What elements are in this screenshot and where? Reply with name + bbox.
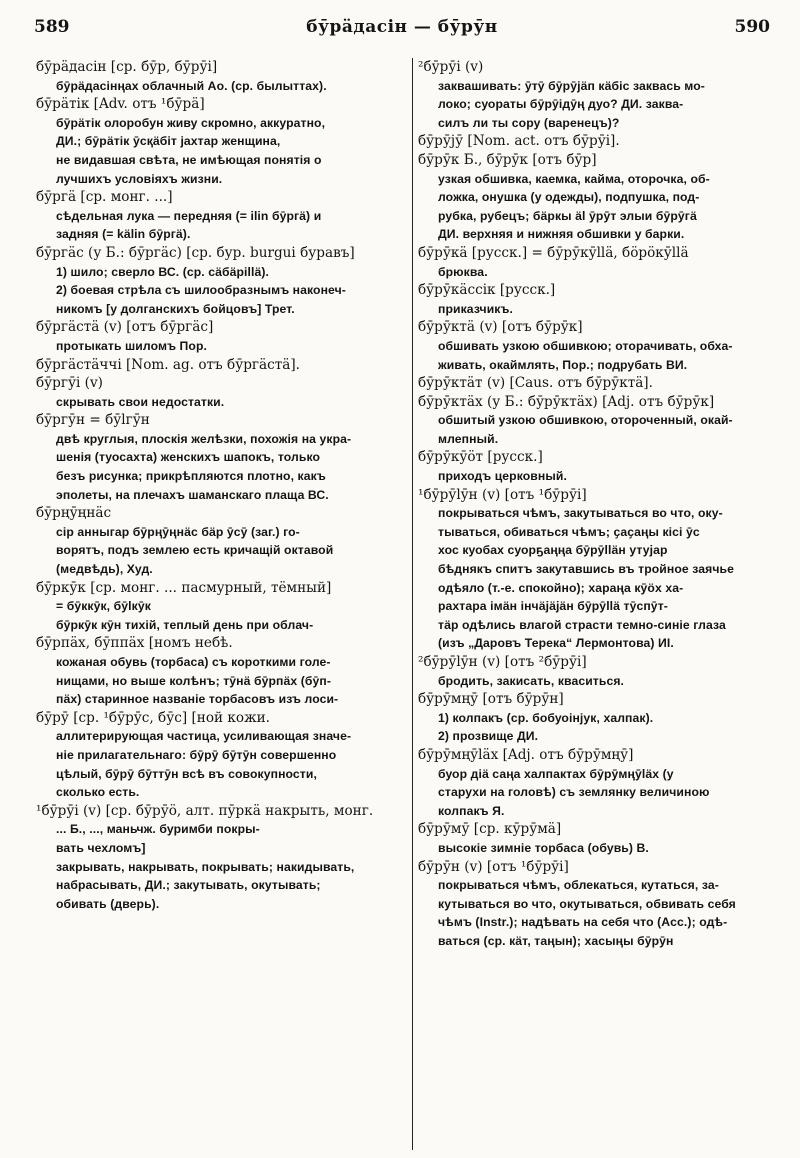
entry-definition-line: задняя (= kälin бӯргӓ). [56, 227, 191, 242]
entry-definition-line: сір анныгар бӯрңӯңнӓс бӓр ӯсӯ (заг.) го- [56, 524, 300, 539]
entry-definition-line: безъ рисунка; прикрѣпляются плотно, какъ [56, 469, 326, 484]
right-page-number: 590 [734, 17, 770, 37]
entry-headword: бӯрӯмңӯlӓх [Adj. отъ бӯрӯмңӯ] [418, 746, 634, 763]
entry-definition-line: кожаная обувь (торбаса) съ короткими голе- [56, 655, 331, 669]
entry-headword: ¹бӯрӯlӯн (v) [отъ ¹бӯрӯі] [418, 486, 587, 503]
entry-definition-line: 1) шило; сверло ВС. (ср. сӓбӓріllӓ). [56, 264, 270, 279]
entry-definition-line: живать, окаймлять, Пор.; подрубать ВИ. [438, 357, 688, 372]
dictionary-entry [36, 411, 406, 504]
entry-definition-line: силъ ли ты сору (варенецъ)? [438, 115, 620, 130]
entry-definition-line: бродить, закисать, кваситься. [438, 673, 625, 688]
entry-headword: бӯргӯн = бӯlгӯн [36, 412, 150, 429]
entry-definition-line: (медвѣдь), Худ. [56, 562, 153, 577]
dictionary-entry [418, 151, 782, 244]
entry-definition-line: покрываться чѣмъ, закутываться во что, оку- [438, 506, 723, 521]
entry-headword: бӯрӓтік [Adv. отъ ¹бӯрӓ] [36, 96, 205, 113]
dictionary-entry [418, 690, 782, 746]
entry-definition-line: 2) прозвище ДИ. [438, 729, 539, 744]
right-column [418, 58, 782, 1150]
entry-definition-line: нищами, но выше колѣнъ; тӯнӓ бӯрпӓх (бӯп- [56, 673, 332, 688]
entry-headword: бӯрӯкӯӧт [русск.] [418, 449, 543, 466]
dictionary-entry [36, 802, 406, 914]
entry-definition-line: ваться (ср. кӓт, таңын); хасыңы бӯрӯн [438, 933, 674, 948]
entry-definition-line: 2) боевая стрѣла съ шилообразнымъ наконеч- [56, 283, 346, 298]
entry-definition-line: никомъ [у долганскихъ бойцовъ] Трет. [56, 301, 295, 316]
entry-headword: бӯрӯкӓссік [русск.] [418, 282, 556, 299]
entry-definition-line: ніе прилагательнаго: бӯрӯ бӯтӯн совершенно [56, 747, 337, 762]
dictionary-entry [418, 244, 782, 281]
entry-definition-line: обивать (дверь). [56, 896, 160, 911]
entry-definition-line: рубка, рубецъ; бӓркы ӓl ӯрӯт элыи бӯрӯгӓ [438, 208, 697, 223]
dictionary-entry [418, 281, 782, 318]
entry-headword: бӯргӓс (у Б.: бӯргӓс) [ср. бур. burgui буравъ] [36, 244, 355, 261]
entry-definition-line: лучшихъ условіяхъ жизни. [56, 171, 223, 186]
entry-definition-line: старухи на головѣ) съ землянку величиною [438, 785, 710, 800]
entry-definition-line: сколько есть. [56, 785, 140, 800]
entry-definition-line: набрасывать, ДИ.; закутывать, окутывать; [56, 878, 321, 893]
entry-definition-line: не видавшая свѣта, не имѣющая понятія о [56, 152, 322, 167]
dictionary-entry [36, 356, 406, 375]
dictionary-entry [418, 448, 782, 485]
entry-definition-line: заквашивать: ӯтӯ бӯрӯјӓп кӓбіс заквась мо- [438, 78, 705, 93]
entry-definition-line: чѣмъ (Instr.); надѣвать на себя что (Acc.); одѣ- [438, 915, 728, 930]
entry-definition-line: локо; суораты бӯрӯідӯң дуо? ДИ. заква- [438, 97, 684, 112]
dictionary-entry [418, 318, 782, 374]
entry-headword: бӯрӯјӯ [Nom. act. отъ бӯрӯі]. [418, 133, 620, 150]
entry-definition-line: ворятъ, подъ землею есть кричащій октавой [56, 543, 334, 558]
entry-definition-line: протыкать шиломъ Пор. [56, 338, 207, 353]
left-page-number: 589 [34, 17, 70, 37]
entry-headword: бӯрңӯңнӓс [36, 505, 112, 522]
entry-definition-line: эполеты, на плечахъ шаманскаго плаща ВС. [56, 487, 329, 502]
entry-definition-line: брюква. [438, 264, 488, 279]
entry-headword: бӯрӯктӓт (v) [Caus. отъ бӯрӯктӓ]. [418, 375, 653, 392]
dictionary-entry [418, 58, 782, 132]
entry-definition-line: бѣднякъ спитъ закутавшись въ тройное заячье [438, 562, 735, 577]
entry-headword: бӯрӯктӓх (у Б.: бӯрӯктӓх) [Adj. отъ бӯрӯк] [418, 393, 715, 410]
dictionary-entry [418, 858, 782, 951]
entry-definition-line: бӯрӓдасінңах облачный Ао. (ср. былыттах). [56, 78, 327, 93]
entry-definition-line: (изъ „Даровъ Терека“ Лермонтова) ИІ. [438, 636, 674, 651]
entry-definition-line: аллитерирующая частица, усиливающая значе- [56, 729, 352, 744]
entry-definition-line: бӯрӓтік олоробун живу скромно, аккуратно, [56, 115, 326, 130]
dictionary-entry [36, 579, 406, 635]
entry-headword: бӯрӯмңӯ [отъ бӯрӯн] [418, 691, 564, 708]
entry-definition-line: ДИ. верхняя и нижняя обшивки у барки. [438, 227, 685, 242]
dictionary-entry [36, 634, 406, 708]
entry-headword: бӯрӯмӯ [ср. кӯрӯмӓ] [418, 821, 562, 838]
entry-definition-line: 1) колпакъ (ср. бобуоінјук, халпак). [438, 710, 654, 725]
dictionary-entry [36, 244, 406, 318]
entry-definition-line: высокіе зимніе торбаса (обувь) В. [438, 840, 649, 855]
entry-headword: ²бӯрӯlӯн (v) [отъ ²бӯрӯі] [418, 654, 587, 670]
entry-headword: бӯргӓстӓччі [Nom. ag. отъ бӯргӓстӓ]. [36, 356, 301, 373]
dictionary-entry [418, 820, 782, 857]
page-header [34, 12, 770, 42]
dictionary-entry [418, 393, 782, 449]
entry-headword: бӯрӓдасін [ср. бӯр, бӯрӯі] [36, 59, 218, 75]
entry-headword: бӯрӯн (v) [отъ ¹бӯрӯі] [418, 858, 569, 875]
entry-definition-line: двѣ круглыя, плоскія желѣзки, похожія на укра- [56, 431, 352, 446]
entry-definition-line: закрывать, накрывать, покрывать; накидывать, [56, 859, 355, 874]
dictionary-entry [418, 746, 782, 820]
entry-definition-line: одѣяло (т.-е. спокойно); хараңа кӯӧх ха- [438, 580, 684, 595]
entry-definition-line: ложка, онушка (у одежды), подпушка, под- [438, 190, 700, 205]
entry-headword: ²бӯрӯі (v) [418, 59, 484, 75]
entry-headword: бӯрӯк Б., бӯрӯк [отъ бӯр] [418, 151, 597, 168]
left-column [36, 58, 406, 1150]
entry-definition-line: приказчикъ. [438, 301, 513, 316]
entry-definition-line: млепный. [438, 431, 499, 446]
entry-definition-line: рахтара імӓн інчӓjӓjӓн бӯрӯllӓ тӯспӯт- [438, 599, 668, 614]
entry-definition-line: хос куобах суорҕаңңа бӯрӯllӓн утуjар [438, 543, 668, 558]
entry-definition-line: ДИ.; бӯрӓтік ӯсқӓбіт јахтар женщина, [56, 134, 281, 149]
entry-definition-line: приходъ церковный. [438, 469, 567, 484]
entry-headword: бӯрӯктӓ (v) [отъ бӯрӯк] [418, 319, 583, 336]
dictionary-entry [36, 95, 406, 188]
entry-definition-line: кутываться во что, окутываться, обвивать себя [438, 896, 736, 911]
entry-headword: бӯркӯк [ср. монг. ... пасмурный, тёмный] [36, 579, 332, 596]
entry-headword: бӯргӓстӓ (v) [отъ бӯргӓс] [36, 319, 214, 336]
dictionary-entry [418, 653, 782, 690]
entry-definition-line: тӓр одѣлись влагой страсти темно-синіе глаза [438, 617, 726, 632]
entry-definition-line: скрывать свои недостатки. [56, 394, 225, 409]
entry-definition-line: шенія (туосахта) женскихъ шапокъ, только [56, 450, 321, 465]
entry-headword: ¹бӯрӯі (v) [ср. бӯрӯӧ, алт. пӯркӓ накрыть, монг. [36, 802, 374, 819]
entry-definition-line: вать чехломъ] [56, 840, 146, 855]
entry-definition-line: узкая обшивка, каемка, кайма, оторочка, об- [438, 171, 710, 186]
dictionary-entry [36, 504, 406, 578]
entry-definition-line: покрываться чѣмъ, облекаться, кутаться, за- [438, 878, 719, 893]
dictionary-entry [36, 318, 406, 355]
dictionary-entry [418, 486, 782, 653]
running-title: бӯрӓдасін — бӯрӯн [306, 17, 498, 37]
entry-definition-line: колпакъ Я. [438, 803, 505, 818]
entry-definition-line: ... Б., ..., маньчж. буримби покры- [56, 822, 260, 837]
entry-definition-line: обшивать узкою обшивкою; оторачивать, обха- [438, 338, 733, 353]
dictionary-entry [418, 374, 782, 393]
entry-definition-line: бӯркӯк кӯн тихій, теплый день при облач- [56, 617, 314, 632]
entry-definition-line: обшитый узкою обшивкою, отороченный, окай- [438, 413, 733, 428]
entry-definition-line: сѣдельная лука — передняя (= ilin бӯргӓ) и [56, 208, 322, 223]
entry-definition-line: пӓх) старинное названіе торбасовъ изъ лоси- [56, 692, 339, 707]
entry-definition-line: тываться, обиваться чѣмъ; ҫаҫаңы кісі ӯс [438, 524, 700, 539]
dictionary-entry [36, 58, 406, 95]
dictionary-entry [36, 709, 406, 802]
entry-headword: бӯрӯ [ср. ¹бӯрӯс, бӯс] [ной кожи. [36, 709, 270, 726]
entry-definition-line: цѣлый, бӯрӯ бӯттӯн всѣ въ совокупности, [56, 766, 317, 781]
entry-headword: бӯрпӓх, бӯппӓх [номъ небѣ. [36, 635, 233, 652]
entry-headword: бӯргӓ [ср. монг. ...] [36, 189, 173, 206]
dictionary-entry [36, 374, 406, 411]
entry-definition-line: = бӯккӯк, бӯlкӯк [56, 599, 151, 614]
column-divider [412, 58, 413, 1150]
dictionary-entry [418, 132, 782, 151]
dictionary-entry [36, 188, 406, 244]
entry-headword: бӯрӯкӓ [русск.] = бӯрӯкӯllӓ, бӧрӧкӯllӓ [418, 244, 689, 261]
entry-headword: бӯргӯі (v) [36, 375, 103, 392]
entry-definition-line: буор діӓ саңа халпактах бӯрӯмңӯlӓх (у [438, 766, 674, 781]
